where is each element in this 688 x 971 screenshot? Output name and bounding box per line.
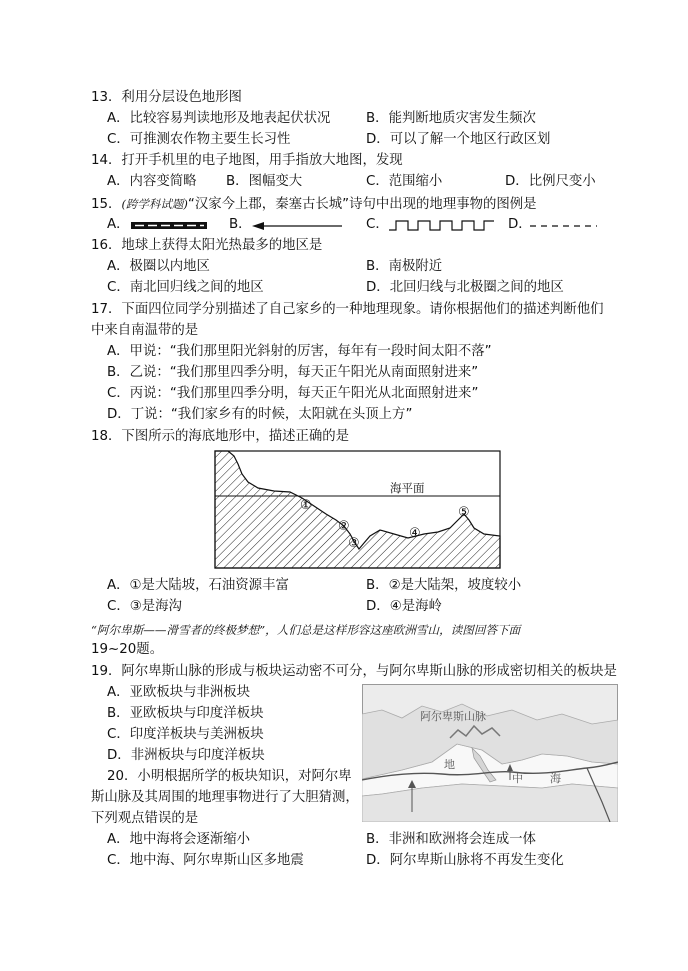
q18-option-d: D．④是海岭: [366, 599, 442, 614]
marker-3: ③: [348, 536, 360, 551]
q14-option-c: C．范围缩小: [366, 174, 443, 189]
q20-stem-line1: 20．小明根据所学的板块知识，对阿尔卑: [107, 769, 352, 784]
legend-battlement-icon: [388, 218, 498, 234]
q18-stem: 18．下图所示的海底地形中，描述正确的是: [91, 429, 350, 444]
q16-option-b: B．南极附近: [366, 259, 443, 274]
q14-option-b: B．图幅变大: [226, 174, 303, 189]
q15-option-c: C．: [366, 217, 389, 232]
legend-arrow-line-icon: [250, 220, 345, 232]
legend-dashed-line-icon: [529, 220, 599, 232]
q14-option-a: A．内容变简略: [107, 174, 197, 189]
q17-stem-line2: 中来自南温带的是: [91, 323, 199, 338]
q16-stem: 16．地球上获得太阳光热最多的地区是: [91, 238, 323, 253]
q15-option-b: B．: [229, 217, 252, 232]
q14-option-d: D．比例尺变小: [505, 174, 596, 189]
q17-option-d: D．丁说：“我们家乡有的时候，太阳就在头顶上方”: [107, 407, 413, 422]
q15-stem: “汉家今上郡，秦塞古长城”诗句中出现的地理事物的图例是: [187, 197, 537, 212]
intro-line2: 19~20题。: [91, 642, 164, 657]
q15-stem-line: [91, 194, 537, 215]
alps-map-figure: [362, 684, 618, 822]
marker-2: ②: [338, 519, 350, 534]
q20-option-c: C．地中海、阿尔卑斯山区多地震: [107, 853, 304, 868]
q15-tag: (跨学科试题): [121, 197, 188, 211]
q17-stem-line1: 17．下面四位同学分别描述了自己家乡的一种地理现象。请你根据他们的描述判断他们: [91, 302, 604, 317]
q20-stem-line2: 斯山脉及其周围的地理事物进行了大胆猜测，: [91, 790, 359, 805]
q18-option-c: C．③是海沟: [107, 599, 182, 614]
intro-line1: “阿尔卑斯——滑雪者的终极梦想”，人们总是这样形容这座欧洲雪山，读图回答下面: [91, 623, 521, 637]
q19-option-a: A．亚欧板块与非洲板块: [107, 685, 251, 700]
q13-option-b: B．能判断地质灾害发生频次: [366, 111, 536, 126]
q14-stem: 14．打开手机里的电子地图，用手指放大地图，发现: [91, 153, 403, 168]
q19-option-d: D．非洲板块与印度洋板块: [107, 748, 265, 763]
sea-level-label: 海平面: [390, 481, 425, 495]
q19-stem: 19．阿尔卑斯山脉的形成与板块运动密不可分，与阿尔卑斯山脉的形成密切相关的板块是: [91, 664, 617, 679]
map-sea-char-1: 地: [444, 758, 455, 771]
q16-option-a: A．极圈以内地区: [107, 259, 210, 274]
map-alps-label: 阿尔卑斯山脉: [420, 710, 486, 723]
q19-option-c: C．印度洋板块与美洲板块: [107, 727, 264, 742]
q15-number: 15．: [91, 197, 122, 212]
q20-option-b: B．非洲和欧洲将会连成一体: [366, 832, 536, 847]
q17-option-c: C．丙说：“我们那里四季分明，每天正午阳光从北面照射进来”: [107, 386, 479, 401]
q20-option-d: D．阿尔卑斯山脉将不再发生变化: [366, 853, 564, 868]
q17-option-b: B．乙说：“我们那里四季分明，每天正午阳光从南面照射进来”: [107, 365, 479, 380]
seafloor-profile-figure: [214, 450, 502, 570]
map-sea-char-3: 海: [550, 772, 561, 785]
q18-option-a: A．①是大陆坡，石油资源丰富: [107, 578, 289, 593]
q13-option-c: C．可推测农作物主要生长习性: [107, 132, 291, 147]
q13-stem: 13．利用分层设色地形图: [91, 90, 242, 105]
q17-option-a: A．甲说：“我们那里阳光斜射的厉害，每年有一段时间太阳不落”: [107, 344, 492, 359]
q13-option-a: A．比较容易判读地形及地表起伏状况: [107, 111, 331, 126]
q20-option-a: A．地中海将会逐渐缩小: [107, 832, 251, 847]
marker-5: ⑤: [458, 505, 470, 520]
q16-option-d: D．北回归线与北极圈之间的地区: [366, 280, 564, 295]
q13-option-d: D．可以了解一个地区行政区划: [366, 132, 551, 147]
marker-4: ④: [409, 526, 421, 541]
q15-option-d: D．: [508, 217, 532, 232]
q19-option-b: B．亚欧板块与印度洋板块: [107, 706, 264, 721]
legend-great-wall-icon: [130, 220, 210, 232]
map-sea-char-2: 中: [512, 772, 523, 785]
q18-option-b: B．②是大陆架，坡度较小: [366, 578, 522, 593]
q16-option-c: C．南北回归线之间的地区: [107, 280, 264, 295]
q20-stem-line3: 下列观点错误的是: [91, 811, 199, 826]
marker-1: ①: [300, 498, 312, 513]
q15-option-a: A．: [107, 217, 130, 232]
